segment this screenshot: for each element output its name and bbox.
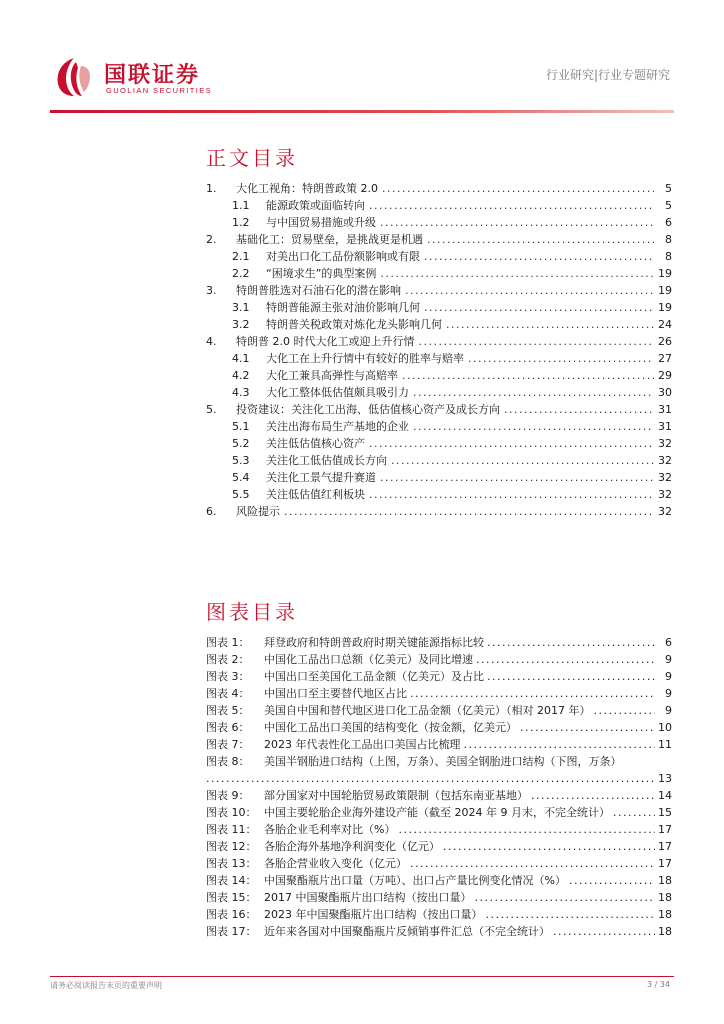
toc-entry-page: 31 [658,403,672,416]
figure-entry-number: 图表 1： [206,636,250,649]
figure-entry-page: 17 [658,823,672,836]
toc-entry-page: 19 [658,301,672,314]
figure-entry-label: 中国主要轮胎企业海外建设产能（截至 2024 年 9 月末，不完全统计） [264,806,610,819]
toc-entry-page: 32 [658,454,672,467]
toc-entry-label: 关注低估值红利板块 [266,488,365,501]
figure-entry-page: 10 [658,721,672,734]
toc-entry-page: 32 [658,437,672,450]
toc-entry-page: 24 [658,318,672,331]
figure-entry-number: 图表 10： [206,806,257,819]
figure-entry[interactable] [206,906,672,923]
figure-entry-page: 9 [665,653,672,666]
figure-entry[interactable] [206,855,672,872]
toc-entry-label: 关注化工景气提升赛道 [266,471,376,484]
toc-entry[interactable] [206,452,672,469]
toc-entry-number: 4.3 [232,386,250,399]
figure-entry-number: 图表 4： [206,687,250,700]
figure-entry[interactable] [206,838,672,855]
toc-entry-label: 对美出口化工品份额影响或有限 [266,250,420,263]
figure-entry-number: 图表 13： [206,857,257,870]
toc-entry-label: 特朗普能源主张对油价影响几何 [266,301,420,314]
figure-entry-number: 图表 15： [206,891,257,904]
figure-entry-label: 各胎企营业收入变化（亿元） [264,857,407,870]
figure-entry-label: 2023 年中国聚酯瓶片出口结构（按出口量） [264,908,483,921]
figure-entry-label: 2017 中国聚酯瓶片出口结构（按出口量） [264,891,472,904]
toc-entry-number: 3. [206,284,217,297]
toc-entry-page: 6 [665,216,672,229]
figure-leader-dots [487,668,655,685]
report-category: 行业研究|行业专题研究 [545,68,670,82]
figure-entry-page: 18 [658,925,672,938]
page-header [0,0,724,112]
figure-leader-dots [476,651,655,668]
figure-entry-label: 部分国家对中国轮胎贸易政策限制（包括东南亚基地） [264,789,528,802]
figure-entry-page: 6 [665,636,672,649]
figure-entry-number: 图表 9： [206,789,250,802]
toc-leader-dots [468,350,654,367]
toc-entry[interactable] [206,214,672,231]
toc-entry[interactable] [206,282,672,299]
figure-entry-page: 17 [658,840,672,853]
toc-entry-label: 关注化工低估值成长方向 [266,454,387,467]
toc-leader-dots [391,452,654,469]
toc-entry-page: 32 [658,505,672,518]
figure-entry-label: 拜登政府和特朗普政府时期关键能源指标比较 [264,636,484,649]
toc-leader-dots [380,214,654,231]
toc-entry[interactable] [206,350,672,367]
toc-entry[interactable] [206,231,672,248]
toc-entry-number: 2.2 [232,267,250,280]
toc-leader-dots [446,316,654,333]
figure-entry-label: 各胎企海外基地净利润变化（亿元） [264,840,440,853]
figure-entry-page: 14 [658,789,672,802]
figure-entry-page: 9 [665,704,672,717]
toc-entry-number: 1. [206,182,217,195]
toc-entry-number: 2.1 [232,250,250,263]
figure-entry-number: 图表 8： [206,755,250,768]
figure-entry[interactable] [206,634,672,651]
toc-entry-number: 3.1 [232,301,250,314]
toc-entry-number: 4. [206,335,217,348]
figure-entry-page: 9 [665,687,672,700]
figure-leader-dots [486,906,656,923]
toc-leader-dots [380,265,654,282]
toc-entry-number: 5. [206,403,217,416]
figure-entry[interactable] [206,702,672,719]
toc-entry-label: 投资建议：关注化工出海、低估值核心资产及成长方向 [236,403,500,416]
figure-entry-number: 图表 12： [206,840,257,853]
figure-leader-dots [569,872,655,889]
figure-entry-label: 中国化工品出口美国的结构变化（按金额，亿美元） [264,721,517,734]
toc-entry-page: 5 [665,199,672,212]
figure-entry-number: 图表 6： [206,721,250,734]
figure-entry-number: 图表 3： [206,670,250,683]
figure-leader-dots [443,838,655,855]
toc-entry-page: 8 [665,250,672,263]
header-divider [50,110,674,113]
toc-entry[interactable] [206,384,672,401]
toc-list [206,180,672,520]
figure-entry-label: 中国聚酯瓶片出口量（万吨）、出口占产量比例变化情况（%） [264,874,566,887]
toc-leader-dots [380,469,654,486]
toc-entry-number: 2. [206,233,217,246]
toc-entry-page: 32 [658,471,672,484]
figure-entry[interactable] [206,685,672,702]
toc-entry-page: 27 [658,352,672,365]
toc-entry-label: 关注低估值核心资产 [266,437,365,450]
figures-title: 图表目录 [206,600,298,624]
toc-entry[interactable] [206,197,672,214]
toc-entry-number: 5.5 [232,488,250,501]
page-indicator: 3 / 34 [646,980,670,989]
toc-entry-label: 关注出海布局生产基地的企业 [266,420,409,433]
toc-entry[interactable] [206,316,672,333]
toc-entry[interactable] [206,401,672,418]
figure-entry[interactable] [206,753,672,770]
toc-entry-label: 大化工兼具高弹性与高赔率 [266,369,398,382]
toc-entry-page: 29 [658,369,672,382]
toc-entry[interactable] [206,299,672,316]
figure-entry-number: 图表 14： [206,874,257,887]
figure-entry[interactable] [206,804,672,821]
figure-entry[interactable] [206,923,672,940]
figure-leader-dots [613,804,655,821]
toc-entry[interactable] [206,265,672,282]
figure-entry-number: 图表 17： [206,925,257,938]
toc-leader-dots [382,180,654,197]
toc-entry[interactable] [206,418,672,435]
toc-entry-page: 5 [665,182,672,195]
toc-entry-label: 能源政策或面临转向 [266,199,365,212]
figure-leader-dots [594,702,656,719]
figure-leader-dots [206,770,655,787]
toc-entry[interactable] [206,503,672,520]
toc-entry-page: 19 [658,284,672,297]
figure-entry[interactable] [206,719,672,736]
toc-leader-dots [284,503,654,520]
figure-entry[interactable] [206,736,672,753]
toc-leader-dots [402,367,654,384]
toc-entry-number: 3.2 [232,318,250,331]
footer-disclaimer: 请务必阅读报告末页的重要声明 [50,981,162,990]
toc-entry-label: 基础化工：贸易壁垒，是挑战更是机遇 [236,233,423,246]
figure-entry-page: 9 [665,670,672,683]
toc-entry-page: 31 [658,420,672,433]
figure-entry-label: 美国半钢胎进口结构（上图，万条）、美国全钢胎进口结构（下图，万条） [264,755,622,768]
figure-entry[interactable] [206,889,672,906]
figure-entry-label: 2023 年代表性化工品出口美国占比梳理 [264,738,461,751]
figure-entry-page: 18 [658,891,672,904]
toc-title: 正文目录 [206,146,298,170]
figure-entry[interactable] [206,651,672,668]
toc-leader-dots [405,282,654,299]
toc-entry-label: “困境求生”的典型案例 [266,267,377,280]
toc-entry-number: 5.1 [232,420,250,433]
figure-entry-number: 图表 11： [206,823,257,836]
figure-entry-number: 图表 5： [206,704,250,717]
toc-entry-number: 5.2 [232,437,250,450]
toc-entry-number: 5.3 [232,454,250,467]
figure-leader-dots [531,787,655,804]
toc-entry-label: 特朗普胜选对石油石化的潜在影响 [236,284,401,297]
figure-leader-dots [398,821,655,838]
figure-entry-number: 图表 7： [206,738,250,751]
toc-entry-page: 32 [658,488,672,501]
figure-leader-dots [410,855,655,872]
figure-entry-label: 各胎企业毛利率对比（%） [264,823,396,836]
toc-leader-dots [419,333,655,350]
figure-leader-dots [520,719,655,736]
toc-entry-number: 1.2 [232,216,250,229]
figure-leader-dots [475,889,656,906]
toc-entry-label: 大化工在上升行情中有较好的胜率与赔率 [266,352,464,365]
toc-entry-number: 1.1 [232,199,250,212]
figure-entry[interactable] [206,787,672,804]
toc-entry-label: 与中国贸易措施或升级 [266,216,376,229]
guolian-logo-icon [52,54,96,98]
toc-entry[interactable] [206,486,672,503]
figure-entry-label: 中国化工品出口总额（亿美元）及同比增速 [264,653,473,666]
toc-entry-page: 19 [658,267,672,280]
footer-divider [50,976,674,977]
toc-entry[interactable] [206,333,672,350]
figure-leader-dots [464,736,656,753]
toc-entry-number: 6. [206,505,217,518]
toc-entry[interactable] [206,180,672,197]
figure-entry-page: 17 [658,857,672,870]
figure-entry-page: 15 [658,806,672,819]
figure-entry-continuation[interactable] [206,770,672,787]
toc-entry[interactable] [206,435,672,452]
toc-leader-dots [413,384,654,401]
toc-leader-dots [504,401,654,418]
figure-entry[interactable] [206,821,672,838]
toc-entry-page: 8 [665,233,672,246]
toc-entry[interactable] [206,469,672,486]
brand-name-en: GUOLIAN SECURITIES [106,86,213,95]
figure-entry-number: 图表 2： [206,653,250,666]
figure-entry-number: 图表 16： [206,908,257,921]
toc-leader-dots [369,486,654,503]
toc-leader-dots [427,231,654,248]
figure-entry-label: 美国自中国和替代地区进口化工品金额（亿美元）（相对 2017 年） [264,704,591,717]
toc-leader-dots [424,299,654,316]
toc-entry-label: 大化工整体低估值颇具吸引力 [266,386,409,399]
toc-entry-label: 特朗普关税政策对炼化龙头影响几何 [266,318,442,331]
figure-leader-dots [487,634,655,651]
brand-name: 国联证券 [104,63,201,88]
toc-entry-page: 30 [658,386,672,399]
toc-entry-label: 大化工视角：特朗普政策 2.0 [236,182,378,195]
figures-list [206,634,672,940]
figure-leader-dots [553,923,655,940]
toc-entry-page: 26 [658,335,672,348]
figure-entry[interactable] [206,668,672,685]
toc-leader-dots [413,418,654,435]
figure-entry-label: 中国出口至美国化工品金额（亿美元）及占比 [264,670,484,683]
figure-entry-page: 11 [658,738,672,751]
figure-entry-label: 中国出口至主要替代地区占比 [264,687,407,700]
figure-entry-label: 近年来各国对中国聚酯瓶片反倾销事件汇总（不完全统计） [264,925,550,938]
figure-entry-page: 18 [658,908,672,921]
figure-leader-dots [410,685,655,702]
toc-entry-number: 5.4 [232,471,250,484]
toc-leader-dots [369,435,654,452]
toc-entry-number: 4.1 [232,352,250,365]
toc-entry-label: 特朗普 2.0 时代大化工或迎上升行情 [236,335,415,348]
toc-entry-label: 风险提示 [236,505,280,518]
figure-entry[interactable] [206,872,672,889]
toc-entry[interactable] [206,248,672,265]
toc-entry[interactable] [206,367,672,384]
toc-leader-dots [424,248,654,265]
toc-entry-number: 4.2 [232,369,250,382]
figure-entry-page: 13 [658,772,672,785]
toc-leader-dots [369,197,654,214]
figure-entry-page: 18 [658,874,672,887]
